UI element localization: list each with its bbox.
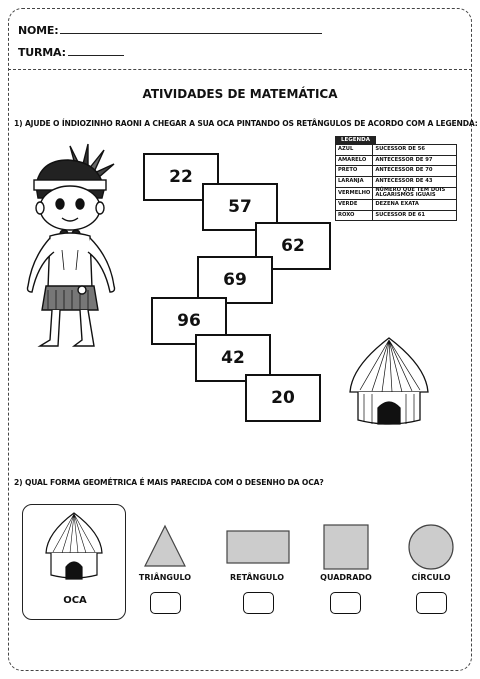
legend-rule: ANTECESSOR DE 97 xyxy=(373,155,457,166)
circle-answer-box[interactable] xyxy=(416,592,447,614)
legend-rule: NÚMERO QUE TEM DOIS ALGARISMOS IGUAIS xyxy=(373,187,457,199)
color-legend xyxy=(335,137,457,221)
legend-rule: ANTECESSOR DE 43 xyxy=(373,177,457,188)
number-box[interactable]: 22 xyxy=(143,153,219,201)
question-2: 2) QUAL FORMA GEOMÉTRICA É MAIS PARECIDA COM O DESENHO DA OCA? xyxy=(14,478,324,487)
class-blank[interactable] xyxy=(68,47,124,56)
circle-shape xyxy=(408,524,454,570)
name-field[interactable] xyxy=(18,24,322,37)
rectangle-answer-box[interactable] xyxy=(243,592,274,614)
indigenous-boy-illustration xyxy=(18,140,130,352)
rectangle-label: RETÂNGULO xyxy=(229,573,285,582)
legend-row xyxy=(336,155,457,166)
legend-color: ROXO xyxy=(336,210,373,221)
square-shape xyxy=(323,524,369,570)
legend-color: AMARELO xyxy=(336,155,373,166)
header-separator xyxy=(8,69,472,70)
class-label: TURMA: xyxy=(18,46,66,59)
legend-row xyxy=(336,187,457,199)
legend-rule: SUCESSOR DE 56 xyxy=(373,145,457,156)
name-label: NOME: xyxy=(18,24,59,37)
legend-rule: ANTECESSOR DE 70 xyxy=(373,166,457,177)
legend-color: AZUL xyxy=(336,145,373,156)
triangle-shape xyxy=(143,524,187,568)
legend-row xyxy=(336,166,457,177)
class-field[interactable] xyxy=(18,46,124,59)
legend-row xyxy=(336,177,457,188)
legend-rule: SUCESSOR DE 61 xyxy=(373,210,457,221)
legend-row xyxy=(336,145,457,156)
question-1: 1) AJUDE O ÍNDIOZINHO RAONI A CHEGAR A SUA OCA PINTANDO OS RETÂNGULOS DE ACORDO COM A LEGENDA: xyxy=(14,119,478,128)
oca-hut-illustration xyxy=(348,336,430,430)
number-box[interactable]: 96 xyxy=(151,297,227,345)
legend-color: LARANJA xyxy=(336,177,373,188)
number-box[interactable]: 20 xyxy=(245,374,321,422)
legend-row xyxy=(336,199,457,210)
number-box[interactable]: 62 xyxy=(255,222,331,270)
legend-row xyxy=(336,210,457,221)
circle-label: CÍRCULO xyxy=(411,573,451,582)
legend-color: PRETO xyxy=(336,166,373,177)
legend-color: VERDE xyxy=(336,199,373,210)
rectangle-shape xyxy=(226,530,290,564)
square-label: QUADRADO xyxy=(320,573,372,582)
name-blank[interactable] xyxy=(60,25,322,34)
legend-color: VERMELHO xyxy=(336,187,373,199)
triangle-label: TRIÂNGULO xyxy=(138,573,192,582)
oca-label: OCA xyxy=(63,595,87,606)
page-title: ATIVIDADES DE MATEMÁTICA xyxy=(142,87,338,101)
number-box[interactable]: 42 xyxy=(195,334,271,382)
number-box[interactable]: 57 xyxy=(202,183,278,231)
triangle-answer-box[interactable] xyxy=(150,592,181,614)
legend-table xyxy=(335,144,457,221)
square-answer-box[interactable] xyxy=(330,592,361,614)
number-box[interactable]: 69 xyxy=(197,256,273,304)
oca-card-hut-icon xyxy=(44,511,104,583)
legend-rule: DEZENA EXATA xyxy=(373,199,457,210)
legend-title: LEGENDA xyxy=(335,136,376,144)
